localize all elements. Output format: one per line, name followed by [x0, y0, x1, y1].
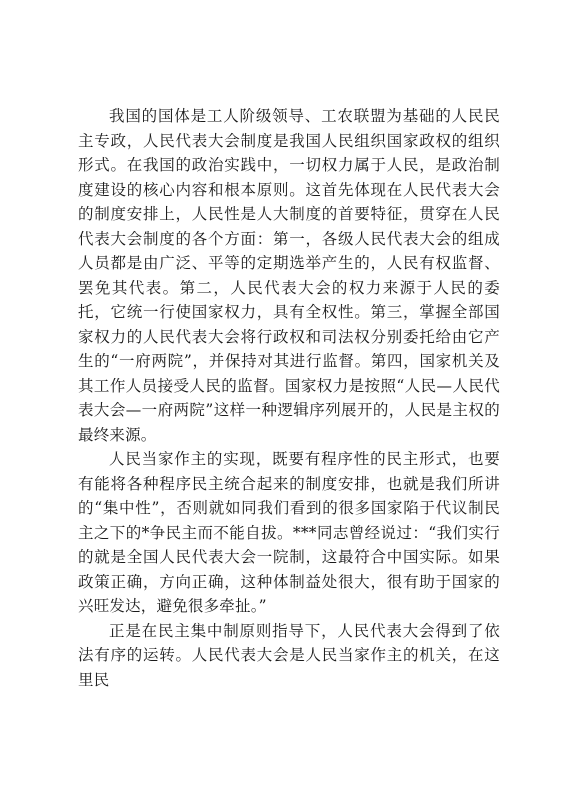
paragraph-3: 正是在民主集中制原则指导下，人民代表大会得到了依法有序的运转。人民代表大会是人民当家作主的机关，在这里民 [78, 621, 500, 689]
paragraph-1: 我国的国体是工人阶级领导、工农联盟为基础的人民民主专政，人民代表大会制度是我国人民组织国家政权的组织形式。在我国的政治实践中，一切权力属于人民，是政治制度建设的核心内容和根本原则。这首先体现在人民代表大会的制度安排上，人民性是人大制度的首要特征，贯穿在人民代表大会制度的各个方面：第一，各级人民代表大会的组成人员都是由广泛、平等的定期选举产生的，人民有权监督、罢免其代表。第二，人民代表大会的权力来源于人民的委托，它统一行使国家权力，具有全权性。第三，掌握全部国家权力的人民代表大会将行政权和司法权分别委托给由它产生的“一府两院”，并保持对其进行监督。第四，国家机关及其工作人员接受人民的监督。国家权力是按照“人民—人民代表大会—一府两院”这样一种逻辑序列展开的，人民是主权的最终来源。 [78, 107, 500, 444]
document-body [78, 104, 500, 692]
paragraph-2: 人民当家作主的实现，既要有程序性的民主形式，也要有能将各种程序民主统合起来的制度安排，也就是我们所讲的“集中性”，否则就如同我们看到的很多国家陷于代议制民主之下的*争民主而不能自拔。***同志曾经说过：“我们实行的就是全国人民代表大会一院制，这最符合中国实际。如果政策正确，方向正确，这种体制益处很大，很有助于国家的兴旺发达，避免很多牵扯。” [78, 450, 500, 615]
